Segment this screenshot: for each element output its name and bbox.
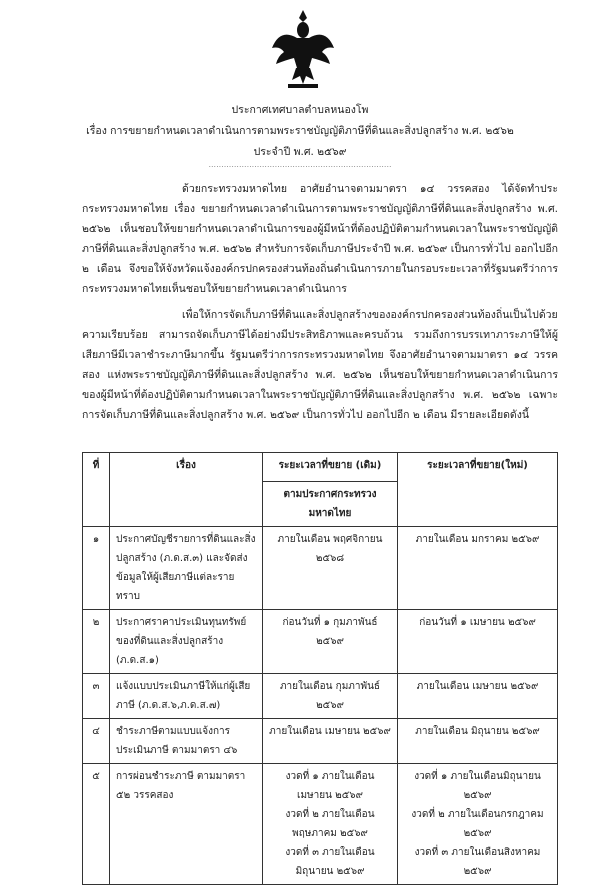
table-row — [83, 674, 558, 719]
header-old — [263, 453, 398, 527]
row-old-period — [263, 764, 398, 885]
header-no: ที่ — [83, 453, 110, 527]
table-row — [83, 610, 558, 674]
announcement-year: ประจำปี พ.ศ. ๒๕๖๙ — [253, 146, 347, 158]
period-entry: ภายในเดือน กุมภาพันธ์ ๒๕๖๙ — [279, 681, 381, 711]
row-old-period — [263, 674, 398, 719]
period-entry: งวดที่ ๒ ภายในเดือนพฤษภาคม ๒๕๖๙ — [285, 809, 375, 839]
row-number: ๑ — [83, 527, 110, 610]
paragraph-2: เพื่อให้การจัดเก็บภาษีที่ดินและสิ่งปลูกสร้างขององค์กรปกครองส่วนท้องถิ่นเป็นไปด้วยความเรียบร้อย สามารถจัดเก็บภาษีได้อย่างมีประสิทธิภาพและครบถ้วน รวมถึงการบรรเทาภาระภาษีให้ผู้เสียภาษีมีเวลาชำระภาษีมากขึ้น รัฐมนตรีว่าการกระทรวงมหาดไทย จึงอาศัยอำนาจตามมาตรา ๑๔ วรรคสอง แห่งพระราชบัญญัติภาษีที่ดินและสิ่งปลูกสร้าง พ.ศ. ๒๕๖๒ เห็นชอบให้ขยายกำหนดเวลาดำเนินการของผู้มีหน้าที่ต้องปฏิบัติตามกำหนดเวลาในพระราชบัญญัติภาษีที่ดินและสิ่งปลูกสร้าง พ.ศ. ๒๕๖๒ เฉพาะการจัดเก็บภาษีที่ดินและสิ่งปลูกสร้าง พ.ศ. ๒๕๖๙ เป็นการทั่วไป ออกไปอีก ๒ เดือน มีรายละเอียดดังนี้ — [82, 309, 558, 421]
row-subject: การผ่อนชำระภาษี ตามมาตรา ๕๒ วรรคสอง — [110, 764, 263, 885]
row-number: ๒ — [83, 610, 110, 674]
period-entry: งวดที่ ๒ ภายในเดือนกรกฎาคม ๒๕๖๙ — [411, 809, 544, 839]
period-entry: ภายในเดือน เมษายน ๒๕๖๙ — [269, 726, 391, 737]
period-entry: ก่อนวันที่ ๑ กุมภาพันธ์ ๒๕๖๙ — [282, 617, 378, 647]
row-subject: แจ้งแบบประเมินภาษีให้แก่ผู้เสียภาษี (ภ.ด.ส.๖,ภ.ด.ส.๗) — [110, 674, 263, 719]
period-entry: งวดที่ ๑ ภายในเดือนมิถุนายน ๒๕๖๙ — [414, 771, 541, 801]
schedule-table — [82, 452, 558, 885]
row-number: ๔ — [83, 719, 110, 764]
row-subject: ประกาศบัญชีรายการที่ดินและสิ่งปลูกสร้าง (ภ.ด.ส.๓) และจัดส่งข้อมูลให้ผู้เสียภาษีแต่ละรายทราบ — [110, 527, 263, 610]
table-row — [83, 527, 558, 610]
paragraph-1: ด้วยกระทรวงมหาดไทย อาศัยอำนาจตามมาตรา ๑๔ วรรคสอง ได้จัดทำประกระทรวงมหาดไทย เรื่อง ขยายกำหนดเวลาดำเนินการตามพระราชบัญญัติภาษีที่ดินและสิ่งปลูกสร้าง พ.ศ. ๒๕๖๒ เห็นชอบให้ขยายกำหนดเวลาดำเนินการของผู้มีหน้าที่ต้องปฏิบัติตามกำหนดเวลาในพระราชบัญญัติภาษีที่ดินและสิ่งปลูกสร้าง พ.ศ. ๒๕๖๒ สำหรับการจัดเก็บภาษีประจำปี พ.ศ. ๒๕๖๙ เป็นการทั่วไป ออกไปอีก ๒ เดือน จึงขอให้จังหวัดแจ้งองค์กรปกครองส่วนท้องถิ่นดำเนินการภายในกรอบระยะเวลาที่รัฐมนตรีว่าการกระทรวงมหาดไทยเห็นชอบให้ขยายกำหนดเวลาดำเนินการ — [82, 183, 558, 295]
row-old-period — [263, 527, 398, 610]
row-subject: ประกาศราคาประเมินทุนทรัพย์ของที่ดินและสิ่งปลูกสร้าง (ภ.ด.ส.๑) — [110, 610, 263, 674]
row-number: ๓ — [83, 674, 110, 719]
row-old-period — [263, 610, 398, 674]
announcement-subject: เรื่อง การขยายกำหนดเวลาดำเนินการตามพระราชบัญญัติภาษีที่ดินและสิ่งปลูกสร้าง พ.ศ. ๒๕๖๒ — [86, 125, 514, 137]
period-entry: ภายในเดือน พฤศจิกายน ๒๕๖๘ — [277, 534, 383, 564]
period-entry: งวดที่ ๓ ภายในเดือนสิงหาคม ๒๕๖๙ — [414, 847, 541, 877]
row-new-period — [398, 674, 558, 719]
period-entry: ภายในเดือน มิถุนายน ๒๕๖๙ — [415, 726, 540, 737]
period-entry: ก่อนวันที่ ๑ เมษายน ๒๕๖๙ — [419, 617, 536, 628]
table-row — [83, 719, 558, 764]
period-entry: ภายในเดือน มกราคม ๒๕๖๙ — [415, 534, 540, 545]
period-entry: ภายในเดือน เมษายน ๒๕๖๙ — [416, 681, 539, 692]
row-new-period — [398, 764, 558, 885]
separator: ........................................................................ — [208, 160, 392, 169]
period-entry: งวดที่ ๑ ภายในเดือนเมษายน ๒๕๖๙ — [285, 771, 375, 801]
row-new-period — [398, 527, 558, 610]
row-number: ๕ — [83, 764, 110, 885]
header-old-sub: ตามประกาศกระทรวงมหาดไทย — [263, 481, 397, 526]
announcement-org: ประกาศเทศบาลตำบลหนองโพ — [231, 104, 369, 116]
header-new: ระยะเวลาที่ขยาย(ใหม่) — [398, 453, 558, 527]
table-row — [83, 764, 558, 885]
period-entry: งวดที่ ๓ ภายในเดือนมิถุนายน ๒๕๖๙ — [285, 847, 375, 877]
row-new-period — [398, 719, 558, 764]
garuda-emblem-icon — [270, 8, 336, 92]
header-old-label: ระยะเวลาที่ขยาย (เดิม) — [278, 460, 382, 471]
row-old-period — [263, 719, 398, 764]
table-header-row — [83, 453, 558, 527]
header-subject: เรื่อง — [110, 453, 263, 527]
row-new-period — [398, 610, 558, 674]
row-subject: ชำระภาษีตามแบบแจ้งการประเมินภาษี ตามมาตรา ๔๖ — [110, 719, 263, 764]
